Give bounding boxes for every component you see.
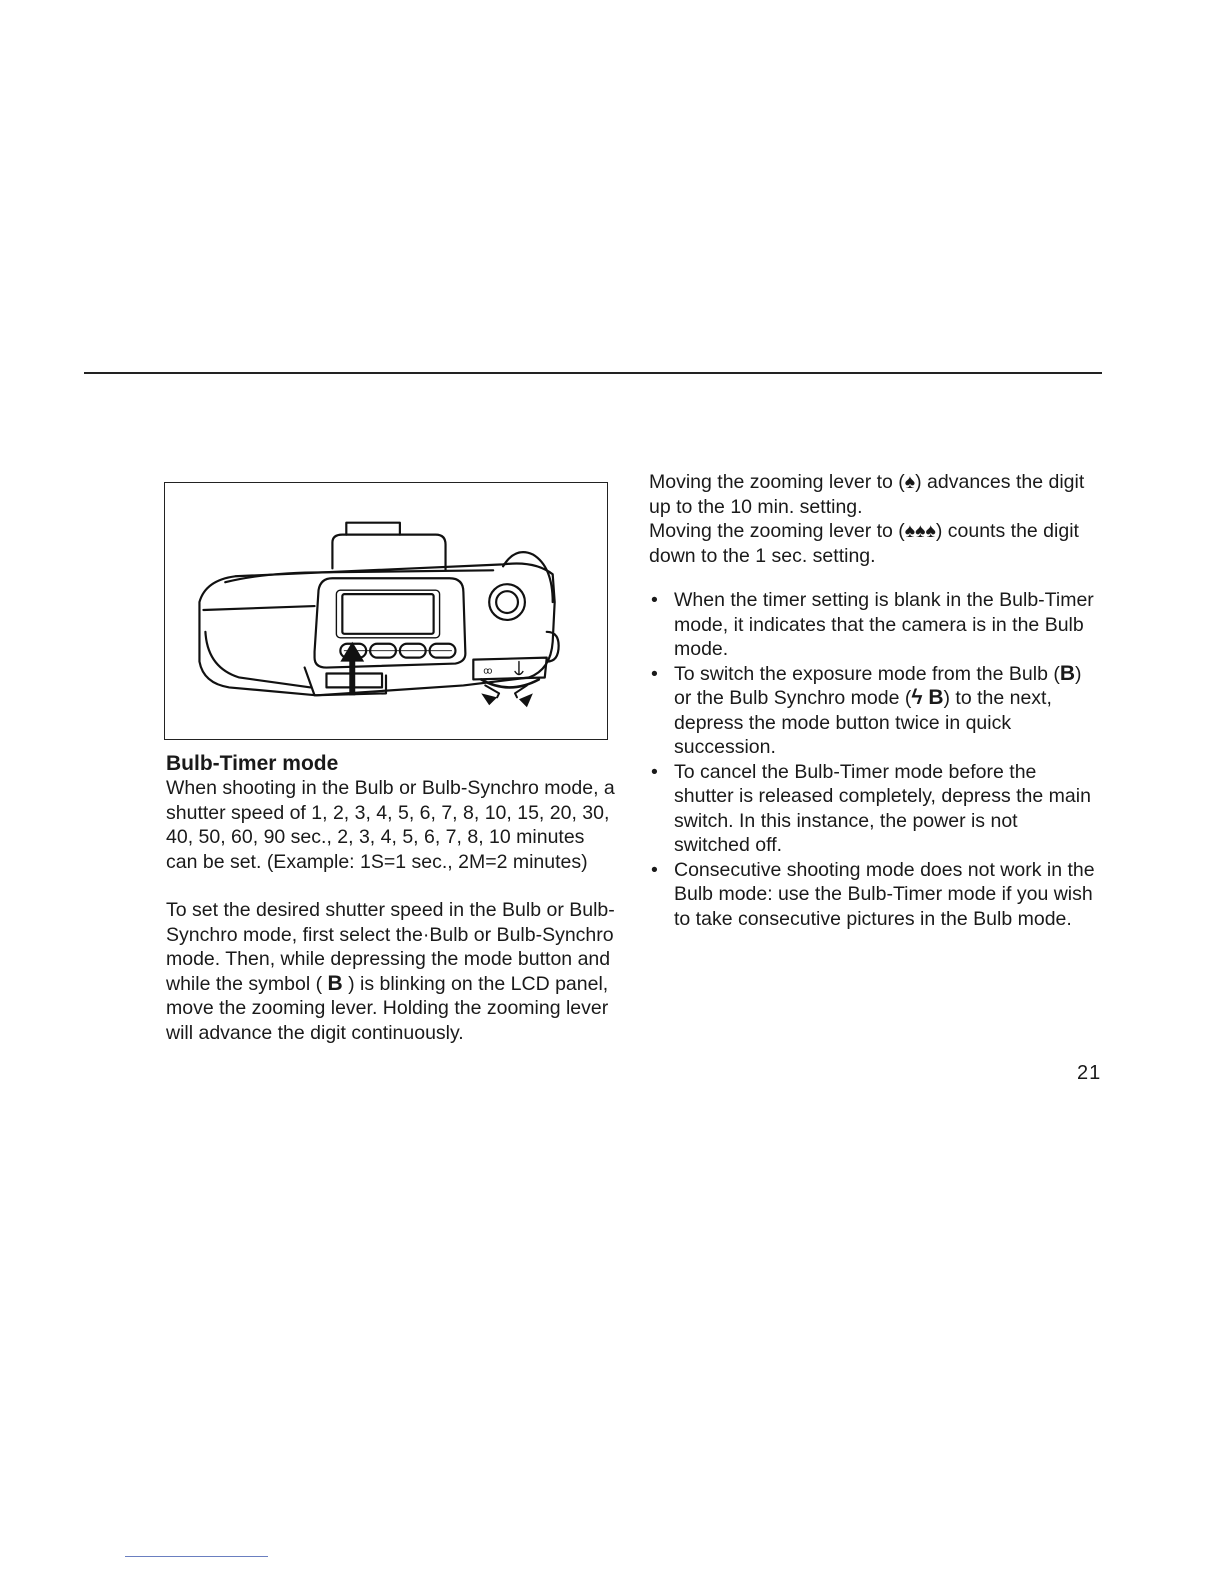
bulb-symbol: B bbox=[327, 971, 343, 995]
left-column bbox=[166, 752, 616, 1045]
shutter-speeds-paragraph: When shooting in the Bulb or Bulb-Synchro mode, a shutter speed of 1, 2, 3, 4, 5, 6, 7, 8, 10, 15, 20, 30, 40, 50, 60, 90 sec., 2, 3, 4, 5, 6, 7, 8, 10 minutes can be set. (Example: 1S=1 sec., 2M=2 minutes) bbox=[166, 777, 615, 873]
bottom-rule bbox=[125, 1556, 268, 1557]
zoom-advance-text: Moving the zooming lever to (♠) advances the digit up to the 10 min. setting. bbox=[649, 471, 1085, 518]
bullet2-text-b: ) or the Bulb Synchro mode ( bbox=[674, 662, 1082, 709]
camera-illustration bbox=[164, 482, 608, 740]
page-number: 21 bbox=[1077, 1062, 1102, 1084]
notes-list bbox=[649, 588, 1097, 931]
right-column bbox=[649, 470, 1097, 931]
zoom-countdown-text: Moving the zooming lever to (♠♠♠) counts the digit down to the 1 sec. setting. bbox=[649, 520, 1079, 567]
list-item: • When the timer setting is blank in the Bulb-Timer mode, it indicates that the camera is in the Bulb mode. bbox=[649, 588, 1097, 662]
set-speed-text-b: ) is blinking on the LCD panel, move the zooming lever. Holding the zooming lever will advance the digit continuously. bbox=[166, 972, 609, 1044]
zoom-lever-arrows-icon bbox=[481, 693, 533, 707]
list-item bbox=[649, 662, 1097, 760]
camera-top-view-icon bbox=[165, 483, 607, 739]
bullet2-text-c: ) to the next, depress the mode button twice in quick succession. bbox=[674, 687, 1052, 758]
set-speed-paragraph bbox=[166, 898, 616, 1045]
svg-text:ꝏ: ꝏ bbox=[483, 665, 493, 676]
top-rule bbox=[84, 372, 1102, 374]
bulb-symbol: B bbox=[1059, 661, 1076, 685]
set-speed-text-a: To set the desired shutter speed in the Bulb or Bulb-Synchro mode, first select the·Bulb or Bulb-Synchro mode. Then, while depressing the mode button and while the symbol ( bbox=[166, 899, 615, 995]
bullet2-text-a: To switch the exposure mode from the Bulb ( bbox=[674, 662, 1060, 685]
list-item: • To cancel the Bulb-Timer mode before the shutter is released completely, depress the main switch. In this instance, the power is not switched off. bbox=[649, 760, 1097, 858]
list-item: • Consecutive shooting mode does not work in the Bulb mode: use the Bulb-Timer mode if you wish to take consecutive pictures in the Bulb mode. bbox=[649, 858, 1097, 932]
bulb-synchro-symbol: ϟ B bbox=[911, 686, 944, 709]
section-heading: Bulb-Timer mode bbox=[166, 752, 339, 775]
